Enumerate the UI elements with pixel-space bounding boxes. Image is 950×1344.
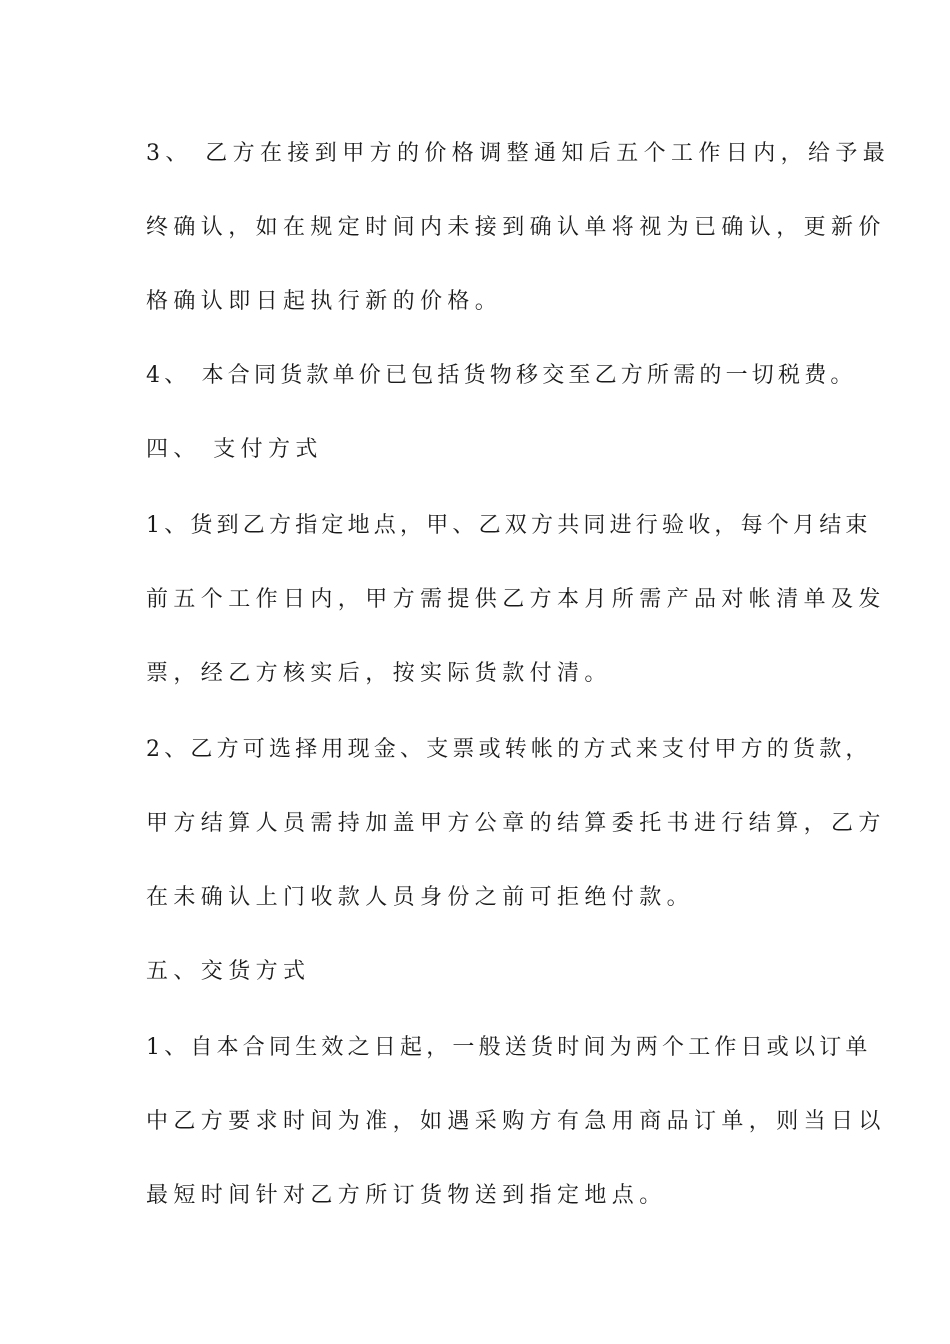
text-line: 最短时间针对乙方所订货物送到指定地点。 xyxy=(146,1183,667,1208)
text-line: 1、自本合同生效之日起，一般送货时间为两个工作日或以订单 xyxy=(146,1035,872,1060)
text-line: 格确认即日起执行新的价格。 xyxy=(146,289,503,314)
text-line: 前五个工作日内，甲方需提供乙方本月所需产品对帐清单及发 xyxy=(146,587,886,612)
text-line: 1、货到乙方指定地点，甲、乙双方共同进行验收，每个月结束 xyxy=(146,513,872,538)
text-line: 终确认，如在规定时间内未接到确认单将视为已确认，更新价 xyxy=(146,215,886,240)
text-line: 票，经乙方核实后，按实际货款付清。 xyxy=(146,661,612,686)
text-line: 2、乙方可选择用现金、支票或转帐的方式来支付甲方的货款， xyxy=(146,737,872,762)
text-line: 4、 本合同货款单价已包括货物移交至乙方所需的一切税费。 xyxy=(146,363,857,388)
section-heading: 四、 支付方式 xyxy=(146,437,323,462)
text-line: 在未确认上门收款人员身份之前可拒绝付款。 xyxy=(146,885,695,910)
text-line: 甲方结算人员需持加盖甲方公章的结算委托书进行结算，乙方 xyxy=(146,811,886,836)
section-heading: 五、交货方式 xyxy=(146,959,311,984)
text-line: 中乙方要求时间为准，如遇采购方有急用商品订单，则当日以 xyxy=(146,1109,886,1134)
text-line: 3、 乙方在接到甲方的价格调整通知后五个工作日内，给予最 xyxy=(146,141,891,166)
